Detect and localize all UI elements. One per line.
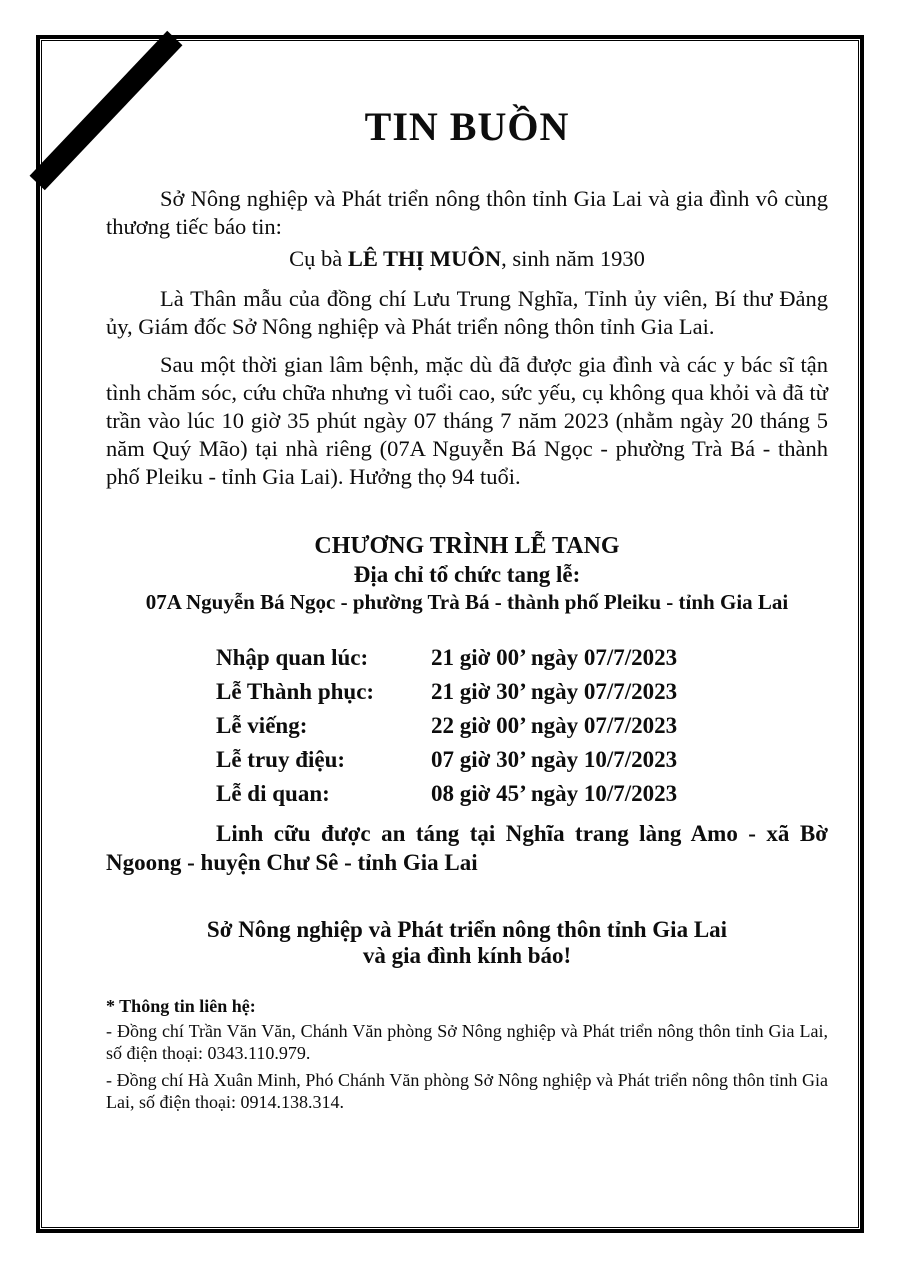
passing-paragraph: Sau một thời gian lâm bệnh, mặc dù đã được gia đình và các y bác sĩ tận tình chăm sóc, cứu chữa nhưng vì tuổi cao, sức yếu, cụ không qua khỏi và đã từ trần vào lúc 10 giờ 35 phút ngày 07 tháng 7 năm 2023 (nhằm ngày 20 tháng 5 năm Quý Mão) tại nhà riêng (07A Nguyễn Bá Ngọc - phường Trà Bá - thành phố Pleiku - tỉnh Gia Lai). Hưởng thọ 94 tuổi. [106,352,828,489]
signoff-block [106,917,828,969]
schedule-row [216,641,828,675]
contact-item-1: - Đồng chí Trần Văn Văn, Chánh Văn phòng Sở Nông nghiệp và Phát triển nông thôn tỉnh Gia Lai, số điện thoại: 0343.110.979. [106,1021,828,1063]
signoff-line-1: Sở Nông nghiệp và Phát triển nông thôn tỉnh Gia Lai [206,917,728,942]
schedule-row [216,709,828,743]
burial-paragraph: Linh cữu được an táng tại Nghĩa trang làng Amo - xã Bờ Ngoong - huyện Chư Sê - tỉnh Gia Lai [106,821,828,875]
deceased-suffix: , sinh năm 1930 [501,246,645,271]
deceased-line [106,245,828,273]
intro-paragraph: Sở Nông nghiệp và Phát triển nông thôn tỉnh Gia Lai và gia đình vô cùng thương tiếc báo tin: [106,186,828,239]
deceased-prefix: Cụ bà [289,246,348,271]
schedule-label: Nhập quan lúc: [216,645,369,670]
document-border-inner-line [41,40,859,1228]
schedule-time: 07 giờ 30’ ngày 10/7/2023 [431,747,678,772]
contact-heading: * Thông tin liên hệ: [106,996,256,1016]
venue-address: 07A Nguyễn Bá Ngọc - phường Trà Bá - thành phố Pleiku - tỉnh Gia Lai [145,590,789,614]
document-content [42,105,858,1113]
contact-section [106,995,828,1113]
signoff-line-2: và gia đình kính báo! [362,943,572,968]
schedule-row [216,675,828,709]
schedule-label: Lễ viếng: [216,713,308,738]
schedule-row [216,743,828,777]
deceased-name: LÊ THỊ MUÔN [347,246,502,271]
schedule-label: Lễ di quan: [216,781,330,806]
schedule-time: 21 giờ 00’ ngày 07/7/2023 [431,645,678,670]
document-border-frame [36,35,864,1233]
schedule-time: 08 giờ 45’ ngày 10/7/2023 [431,781,678,806]
contact-item-2: - Đồng chí Hà Xuân Minh, Phó Chánh Văn phòng Sở Nông nghiệp và Phát triển nông thôn tỉnh Gia Lai, số điện thoại: 0914.138.314. [106,1070,828,1112]
schedule-label: Lễ truy điệu: [216,747,346,772]
program-heading: CHƯƠNG TRÌNH LỄ TANG [314,533,620,559]
schedule-row [216,777,828,811]
schedule-time: 21 giờ 30’ ngày 07/7/2023 [431,679,678,704]
funeral-schedule [216,641,828,811]
schedule-label: Lễ Thành phục: [216,679,375,704]
page-title: TIN BUỒN [364,104,570,149]
venue-address-label: Địa chỉ tổ chức tang lễ: [353,562,581,587]
relation-paragraph: Là Thân mẫu của đồng chí Lưu Trung Nghĩa, Tỉnh ủy viên, Bí thư Đảng ủy, Giám đốc Sở Nông nghiệp và Phát triển nông thôn tỉnh Gia Lai. [106,286,828,339]
schedule-time: 22 giờ 00’ ngày 07/7/2023 [431,713,678,738]
